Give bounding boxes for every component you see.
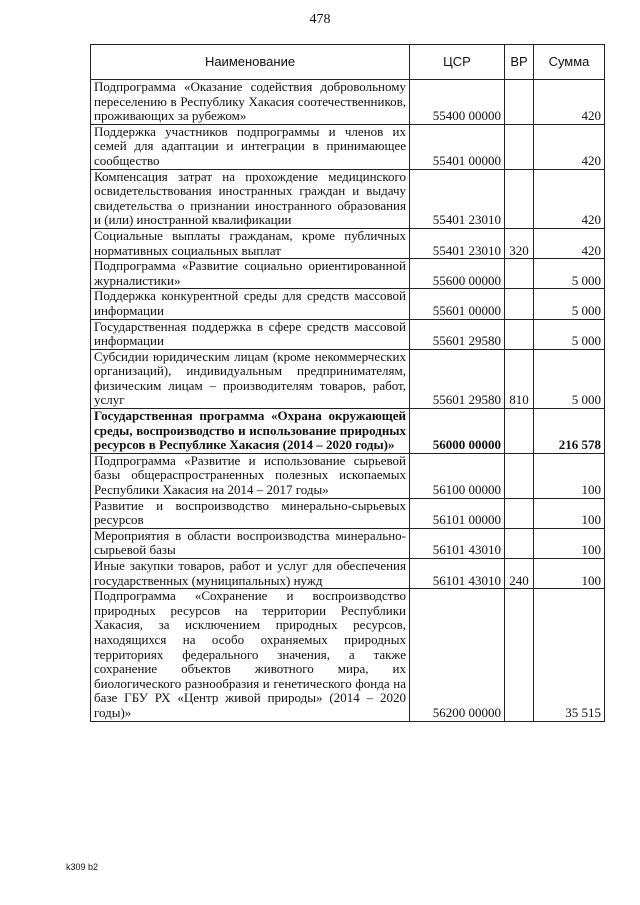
cell-vr	[505, 169, 534, 228]
cell-name: Подпрограмма «Развитие социально ориентированной журналистики»	[91, 259, 410, 289]
cell-sum: 420	[534, 80, 605, 125]
cell-sum: 5 000	[534, 319, 605, 349]
cell-sum: 5 000	[534, 259, 605, 289]
cell-name: Подпрограмма «Сохранение и воспроизводство природных ресурсов на территории Республики Хакасия, за исключением природных ресурсов, находящихся на особо охраняемых природных территориях федерального значения, а также сохранение объектов животного мира, их биологического разнообразия и генетического фонда на базе ГБУ РХ «Центр живой природы» (2014 – 2020 годы)»	[91, 589, 410, 721]
cell-csr: 55601 29580	[410, 349, 505, 408]
cell-csr: 56200 00000	[410, 589, 505, 721]
cell-vr	[505, 453, 534, 498]
cell-vr: 240	[505, 559, 534, 589]
cell-name: Поддержка конкурентной среды для средств массовой информации	[91, 289, 410, 319]
table-row	[91, 349, 605, 408]
cell-csr: 55400 00000	[410, 80, 505, 125]
cell-name: Компенсация затрат на прохождение медицинского освидетельствования иностранных граждан и выдачу свидетельства о признании иностранного образования и (или) иностранной квалификации	[91, 169, 410, 228]
table-row	[91, 589, 605, 721]
cell-sum: 216 578	[534, 409, 605, 454]
cell-csr: 55401 00000	[410, 124, 505, 169]
table-row	[91, 319, 605, 349]
table-row	[91, 228, 605, 258]
cell-csr: 55600 00000	[410, 259, 505, 289]
cell-vr: 810	[505, 349, 534, 408]
header-name: Наименование	[91, 45, 410, 80]
table-body	[91, 80, 605, 722]
cell-name: Мероприятия в области воспроизводства минерально-сырьевой базы	[91, 528, 410, 558]
cell-vr	[505, 80, 534, 125]
header-vr: ВР	[505, 45, 534, 80]
cell-vr	[505, 319, 534, 349]
table-row	[91, 559, 605, 589]
cell-sum: 5 000	[534, 349, 605, 408]
table-row	[91, 528, 605, 558]
cell-sum: 420	[534, 124, 605, 169]
cell-vr	[505, 289, 534, 319]
table-row	[91, 124, 605, 169]
cell-csr: 55401 23010	[410, 228, 505, 258]
table-row	[91, 289, 605, 319]
cell-vr	[505, 124, 534, 169]
cell-name: Субсидии юридическим лицам (кроме некоммерческих организаций), индивидуальным предпринимателям, физическим лицам – производителям товаров, работ, услуг	[91, 349, 410, 408]
cell-csr: 55601 00000	[410, 289, 505, 319]
table-row	[91, 409, 605, 454]
cell-sum: 100	[534, 453, 605, 498]
cell-name: Подпрограмма «Развитие и использование сырьевой базы общераспространенных полезных ископаемых Республики Хакасия на 2014 – 2017 годы»	[91, 453, 410, 498]
cell-sum: 5 000	[534, 289, 605, 319]
budget-table	[90, 44, 605, 722]
cell-vr	[505, 409, 534, 454]
cell-name: Иные закупки товаров, работ и услуг для обеспечения государственных (муниципальных) нужд	[91, 559, 410, 589]
table-row	[91, 259, 605, 289]
page-number: 478	[309, 12, 331, 27]
cell-csr: 56000 00000	[410, 409, 505, 454]
header-csr: ЦСР	[410, 45, 505, 80]
footer-code: k309 b2	[66, 862, 99, 872]
cell-csr: 56101 00000	[410, 498, 505, 528]
cell-csr: 55601 29580	[410, 319, 505, 349]
table-row	[91, 169, 605, 228]
cell-name: Государственная поддержка в сфере средств массовой информации	[91, 319, 410, 349]
cell-vr	[505, 589, 534, 721]
cell-vr	[505, 259, 534, 289]
cell-csr: 56101 43010	[410, 559, 505, 589]
table-header-row	[91, 45, 605, 80]
cell-sum: 420	[534, 169, 605, 228]
cell-csr: 56101 43010	[410, 528, 505, 558]
cell-sum: 100	[534, 528, 605, 558]
table-row	[91, 80, 605, 125]
cell-sum: 100	[534, 498, 605, 528]
table-row	[91, 453, 605, 498]
cell-name: Социальные выплаты гражданам, кроме публичных нормативных социальных выплат	[91, 228, 410, 258]
cell-name: Государственная программа «Охрана окружающей среды, воспроизводство и использование природных ресурсов в Республике Хакасия (2014 – 2020 годы)»	[91, 409, 410, 454]
cell-name: Поддержка участников подпрограммы и членов их семей для адаптации и интеграции в принимающее сообщество	[91, 124, 410, 169]
cell-sum: 100	[534, 559, 605, 589]
header-sum: Сумма	[534, 45, 605, 80]
cell-name: Развитие и воспроизводство минерально-сырьевых ресурсов	[91, 498, 410, 528]
cell-vr: 320	[505, 228, 534, 258]
cell-sum: 420	[534, 228, 605, 258]
table-row	[91, 498, 605, 528]
cell-sum: 35 515	[534, 589, 605, 721]
cell-csr: 55401 23010	[410, 169, 505, 228]
cell-vr	[505, 498, 534, 528]
cell-name: Подпрограмма «Оказание содействия добровольному переселению в Республику Хакасия соотечественников, проживающих за рубежом»	[91, 80, 410, 125]
cell-vr	[505, 528, 534, 558]
cell-csr: 56100 00000	[410, 453, 505, 498]
